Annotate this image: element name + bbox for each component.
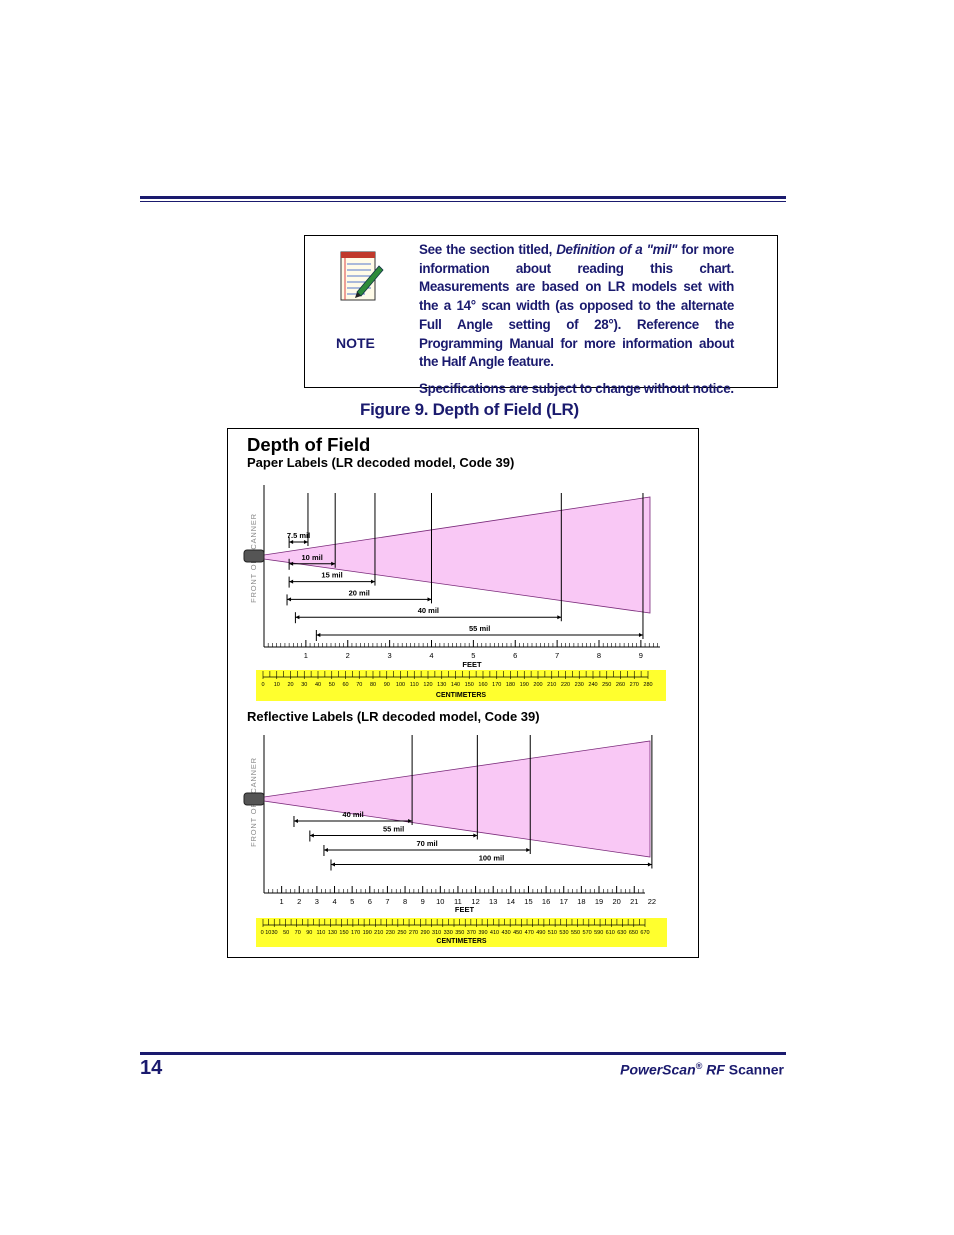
reflective-range-label: 100 mil (478, 853, 505, 863)
reflective-cm-tick-label: 670 (640, 930, 650, 936)
paper-cm-tick-label: 130 (437, 682, 447, 688)
reflective-cm-tick-label: 650 (628, 930, 639, 936)
reflective-cm-tick-label: 290 (420, 930, 430, 936)
reflective-cm-tick-label: 430 (501, 930, 511, 936)
paper-cm-tick-label: 180 (505, 682, 516, 688)
paper-cm-tick-label: 70 (356, 682, 363, 688)
paper-range-label: 55 mil (469, 624, 491, 633)
paper-arrow-end (428, 597, 432, 601)
reflective-arrow-start (331, 863, 335, 867)
reflective-cm-tick-label: 170 (351, 930, 361, 936)
paper-cm-tick-label: 230 (574, 682, 584, 688)
reflective-cm-tick-label: 190 (362, 930, 372, 936)
reflective-cm-axis-label: CENTIMETERS (436, 938, 487, 945)
reflective-feet-tick-label: 8 (402, 897, 408, 906)
reflective-feet-tick-label: 4 (332, 897, 337, 906)
paper-arrow-start (287, 597, 291, 601)
reflective-feet-tick-label: 1 (279, 897, 284, 906)
paper-cm-tick-label: 160 (478, 682, 488, 688)
reflective-feet-tick-label: 13 (489, 897, 498, 906)
reflective-cm-tick-label: 110 (316, 930, 326, 936)
reflective-feet-tick-label: 22 (647, 897, 657, 906)
note-paragraph-2: Specifications are subject to change without notice. (419, 380, 734, 396)
page-number: 14 (140, 1057, 163, 1079)
reflective-cm-tick-label: 410 (489, 930, 500, 936)
reflective-feet-tick-label: 18 (577, 897, 586, 906)
reflective-feet-tick-label: 9 (420, 897, 425, 906)
paper-cm-tick-label: 140 (450, 682, 461, 688)
reflective-feet-tick-label: 19 (594, 897, 604, 906)
paper-cm-tick-label: 270 (629, 682, 639, 688)
reflective-arrow-start (310, 834, 314, 838)
paper-feet-tick-label: 6 (513, 651, 518, 660)
paper-feet-tick-label: 1 (303, 651, 308, 660)
paper-arrow-end (304, 540, 308, 544)
reflective-cm-tick-label: 390 (478, 930, 488, 936)
reflective-cm-tick-label: 0 10 (260, 930, 272, 936)
paper-arrow-start (295, 615, 299, 619)
paper-cm-tick-label: 20 (287, 682, 294, 688)
reflective-range-label: 70 mil (416, 839, 438, 848)
reflective-cm-tick-label: 70 (294, 930, 301, 936)
reflective-range-label: 55 mil (382, 824, 405, 834)
reflective-cm-tick-label: 30 (271, 930, 278, 936)
reflective-cm-tick-label: 50 (283, 930, 290, 936)
paper-cm-tick-label: 0 (261, 682, 265, 688)
reflective-range-label: 40 mil (342, 810, 364, 819)
paper-cm-tick-label: 280 (643, 682, 653, 688)
reflective-scanner-icon (244, 793, 264, 805)
paper-arrow-start (289, 580, 293, 584)
reflective-cm-tick-label: 550 (570, 930, 581, 936)
paper-range-label: 15 mil (321, 570, 343, 580)
paper-cm-tick-label: 30 (301, 682, 308, 688)
paper-feet-tick-label: 8 (596, 651, 602, 660)
paper-cm-tick-label: 240 (588, 682, 598, 688)
mil-definition-ref: Definition of a "mil" (556, 242, 678, 257)
note-label: NOTE (336, 335, 375, 351)
reflective-feet-tick-label: 12 (471, 897, 480, 906)
reflective-cm-tick-label: 370 (466, 930, 476, 936)
reflective-feet-tick-label: 17 (559, 897, 568, 906)
paper-feet-tick-label: 3 (387, 651, 392, 660)
paper-cm-tick-label: 150 (464, 682, 474, 688)
reflective-cm-tick-label: 630 (617, 930, 627, 936)
paper-arrow-end (557, 615, 561, 619)
paper-cm-tick-label: 250 (602, 682, 612, 688)
reflective-arrow-end (648, 863, 652, 867)
paper-feet-tick-label: 2 (345, 651, 350, 660)
reflective-cm-tick-label: 610 (605, 930, 615, 936)
paper-labels-title: Paper Labels (LR decoded model, Code 39) (247, 455, 515, 470)
reflective-feet-tick-label: 21 (630, 897, 639, 906)
reflective-arrow-end (473, 834, 477, 838)
reflective-feet-tick-label: 2 (297, 897, 302, 906)
paper-cm-tick-label: 100 (395, 682, 406, 688)
paper-arrow-end (639, 633, 643, 637)
reflective-cm-tick-label: 570 (582, 930, 592, 936)
reflective-feet-tick-label: 7 (385, 897, 390, 906)
figure-caption: Figure 9. Depth of Field (LR) (360, 400, 579, 419)
paper-feet-tick-label: 5 (471, 651, 476, 660)
reflective-cm-tick-label: 510 (547, 930, 557, 936)
paper-cm-tick-label: 190 (519, 682, 529, 688)
reflective-cm-tick-label: 470 (524, 930, 534, 936)
reflective-cm-tick-label: 350 (455, 930, 465, 936)
paper-cm-tick-label: 90 (383, 682, 390, 688)
footer-rule (140, 1052, 786, 1055)
chart-title: Depth of Field (247, 434, 371, 455)
reflective-cm-tick-label: 590 (594, 930, 604, 936)
reflective-cm-tick-label: 150 (339, 930, 349, 936)
paper-range-label: 40 mil (417, 606, 439, 616)
paper-arrow-start (289, 540, 293, 544)
reflective-cm-tick-label: 130 (327, 930, 338, 936)
reflective-labels-title: Reflective Labels (LR decoded model, Code 39) (247, 709, 540, 724)
footer-title: PowerScan® RF Scanner (620, 1061, 784, 1078)
paper-cm-tick-label: 200 (533, 682, 543, 688)
reflective-feet-tick-label: 20 (612, 897, 621, 906)
paper-cm-tick-label: 40 (314, 682, 322, 688)
paper-scanner-icon (244, 550, 264, 562)
paper-cm-tick-label: 80 (369, 682, 377, 688)
reflective-cm-tick-label: 530 (559, 930, 569, 936)
reflective-feet-tick-label: 3 (314, 897, 319, 906)
reflective-cm-tick-label: 250 (397, 930, 407, 936)
paper-arrow-end (371, 580, 375, 584)
reflective-feet-tick-label: 16 (541, 897, 551, 906)
paper-cm-tick-label: 260 (615, 682, 626, 688)
reflective-cm-tick-label: 90 (306, 930, 313, 936)
reflective-cm-tick-label: 330 (443, 930, 453, 936)
paper-arrow-start (316, 633, 320, 637)
reflective-feet-axis-label: FEET (454, 905, 475, 914)
paper-cm-tick-label: 120 (423, 682, 433, 688)
paper-feet-tick-label: 4 (429, 651, 434, 660)
paper-cm-tick-label: 10 (273, 682, 280, 688)
paper-range-label: 7.5 mil (286, 531, 311, 540)
reflective-scan-beam (264, 741, 650, 857)
paper-cm-tick-label: 110 (409, 682, 419, 688)
paper-cm-tick-label: 50 (328, 682, 335, 688)
note-paragraph-1: See the section titled, Definition of a "mil" for more information about reading this chart. Measurements are based on LR models set with the a 14° scan width (as opposed to the alternate Full Angle setting of 28°). Reference the Programming Manual for more information about the Half Angle feature. (419, 242, 735, 370)
paper-cm-tick-label: 60 (342, 682, 349, 688)
reflective-feet-tick-label: 11 (454, 897, 462, 906)
paper-feet-tick-label: 7 (555, 651, 560, 660)
paper-range-label: 10 mil (301, 552, 323, 562)
reflective-feet-tick-label: 10 (436, 897, 445, 906)
reflective-arrow-end (526, 848, 530, 852)
reflective-arrow-start (294, 819, 298, 823)
reflective-cm-tick-label: 490 (536, 930, 546, 936)
reflective-cm-tick-label: 270 (408, 930, 419, 936)
reflective-feet-tick-label: 5 (350, 897, 355, 906)
reflective-feet-tick-label: 15 (524, 897, 533, 906)
reflective-cm-tick-label: 450 (513, 930, 523, 936)
reflective-feet-tick-label: 14 (506, 897, 516, 906)
paper-feet-tick-label: 9 (638, 651, 643, 660)
reflective-cm-tick-label: 210 (374, 930, 384, 936)
reflective-cm-tick-label: 310 (432, 930, 442, 936)
reflective-feet-tick-label: 6 (367, 897, 372, 906)
reflective-arrow-start (324, 848, 328, 852)
paper-cm-tick-label: 220 (560, 682, 571, 688)
paper-cm-tick-label: 170 (492, 682, 502, 688)
paper-feet-axis-label: FEET (462, 660, 482, 669)
paper-cm-tick-label: 210 (547, 682, 557, 688)
paper-range-label: 20 mil (348, 588, 370, 598)
reflective-cm-tick-label: 230 (385, 930, 395, 936)
paper-cm-axis-label: CENTIMETERS (435, 692, 487, 699)
